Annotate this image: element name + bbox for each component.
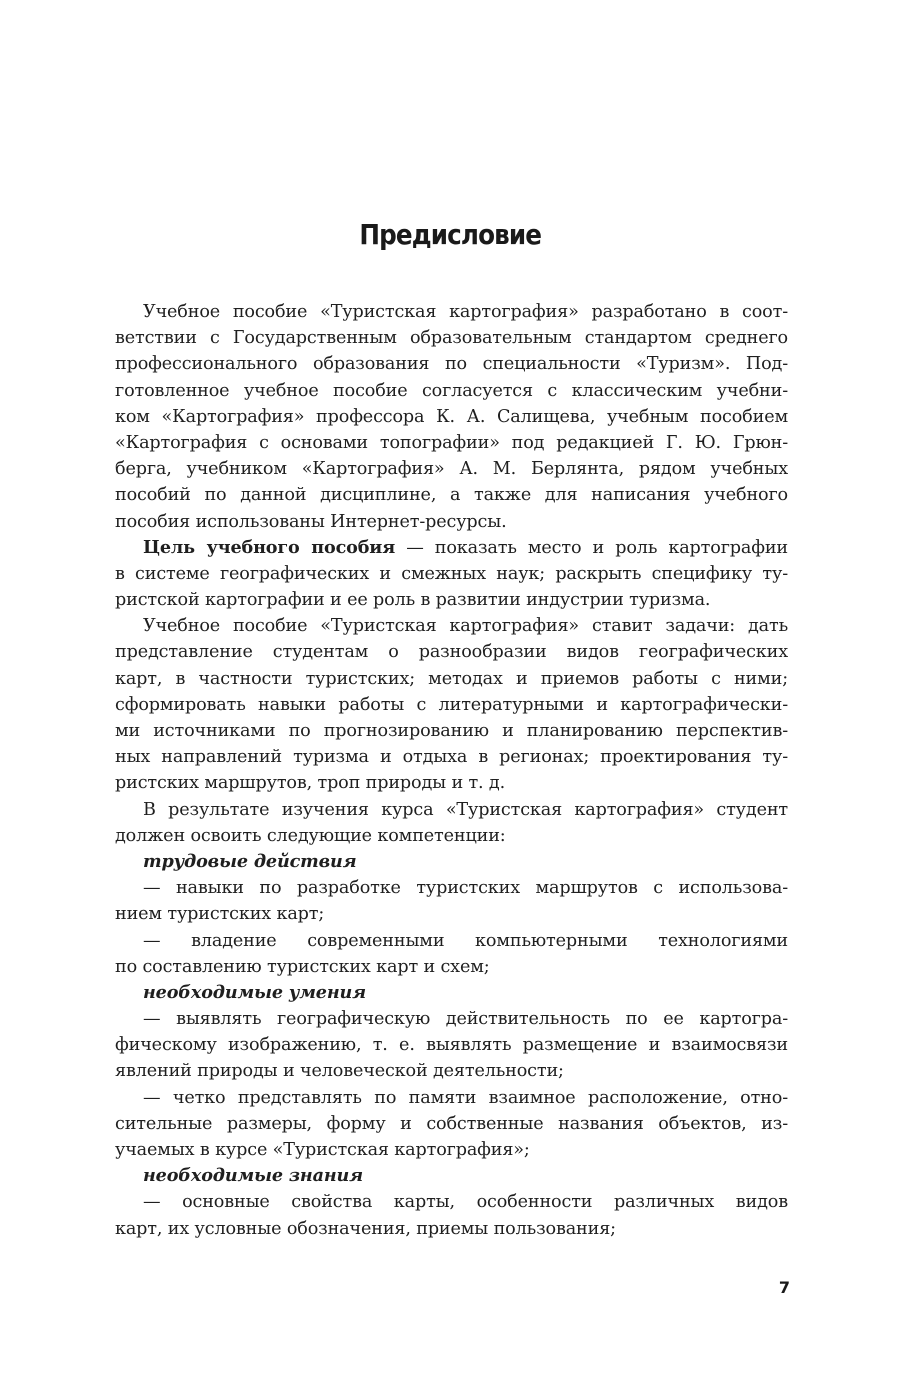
subheading-text: необходимые умения: [143, 981, 367, 1003]
subheading-text: трудовые действия: [143, 850, 357, 872]
text-line: сительные размеры, форму и собственные названия объектов, из-: [115, 1113, 788, 1134]
text-line: — четко представлять по памяти взаимное расположение, отно-: [143, 1087, 788, 1108]
text-line: ком «Картография» профессора К. А. Салищева, учебным пособием: [115, 406, 788, 427]
text-line: — владение современными компьютерными технологиями: [143, 930, 788, 951]
text-line: ных направлений туризма и отдыха в регионах; проектирования ту-: [115, 747, 788, 768]
text-line: фическому изображению, т. е. выявлять размещение и взаимосвязи: [115, 1035, 788, 1056]
text-line: ветствии с Государственным образовательным стандартом среднего: [115, 328, 788, 349]
text-line: сформировать навыки работы с литературными и картографически-: [115, 694, 788, 715]
text-line: ми источниками по прогнозированию и планированию перспектив-: [115, 721, 788, 741]
text-line: Учебное пособие «Туристская картография» разработано в соот-: [143, 302, 788, 322]
text-line: пособия использованы Интернет-ресурсы.: [115, 511, 507, 532]
text-line: пособий по данной дисциплине, а также для написания учебного: [115, 485, 788, 506]
text-line: карт, их условные обозначения, приемы пользования;: [115, 1218, 616, 1239]
text-line: Учебное пособие «Туристская картография» ставит задачи: дать: [143, 616, 788, 637]
text-line: нием туристских карт;: [115, 904, 325, 925]
text-line: — основные свойства карты, особенности различных видов: [143, 1192, 788, 1213]
text-line: берга, учебником «Картография» А. М. Берлянта, рядом учебных: [115, 459, 788, 480]
text-line: ристской картографии и ее роль в развитии индустрии туризма.: [115, 590, 711, 611]
goal-lead-bold: Цель учебного пособия: [143, 536, 396, 558]
page-number: 7: [778, 1278, 790, 1297]
competence-subheading: [115, 980, 788, 1006]
text-line: ристских маршрутов, троп природы и т. д.: [115, 773, 506, 794]
text-fragment: — показать место и роль картографии: [395, 537, 788, 558]
text-line: должен освоить следующие компетенции:: [115, 825, 506, 846]
body-text: [115, 299, 788, 1242]
text-line: представление студентам о разнообразии видов географических: [115, 642, 788, 663]
text-line: учаемых в курсе «Туристская картография»;: [115, 1140, 530, 1160]
text-line: карт, в частности туристских; методах и приемов работы с ними;: [115, 668, 788, 689]
text-line: [115, 535, 788, 561]
page-heading: Предисловие: [359, 218, 542, 251]
text-line: «Картография с основами топографии» под редакцией Г. Ю. Грюн-: [115, 432, 788, 453]
competence-subheading: [115, 849, 788, 875]
competence-subheading: [115, 1163, 788, 1189]
text-line: профессионального образования по специальности «Туризм». Под-: [115, 354, 788, 375]
text-line: в системе географических и смежных наук; раскрыть специфику ту-: [115, 563, 788, 584]
text-line: В результате изучения курса «Туристская картография» студент: [143, 799, 788, 820]
subheading-text: необходимые знания: [143, 1165, 364, 1187]
text-line: — навыки по разработке туристских маршрутов с использова-: [143, 878, 788, 899]
text-line: явлений природы и человеческой деятельности;: [115, 1061, 564, 1082]
text-line: по составлению туристских карт и схем;: [115, 956, 490, 977]
text-line: готовленное учебное пособие согласуется с классическим учебни-: [115, 380, 788, 401]
text-line: — выявлять географическую действительность по ее картогра-: [143, 1009, 788, 1030]
